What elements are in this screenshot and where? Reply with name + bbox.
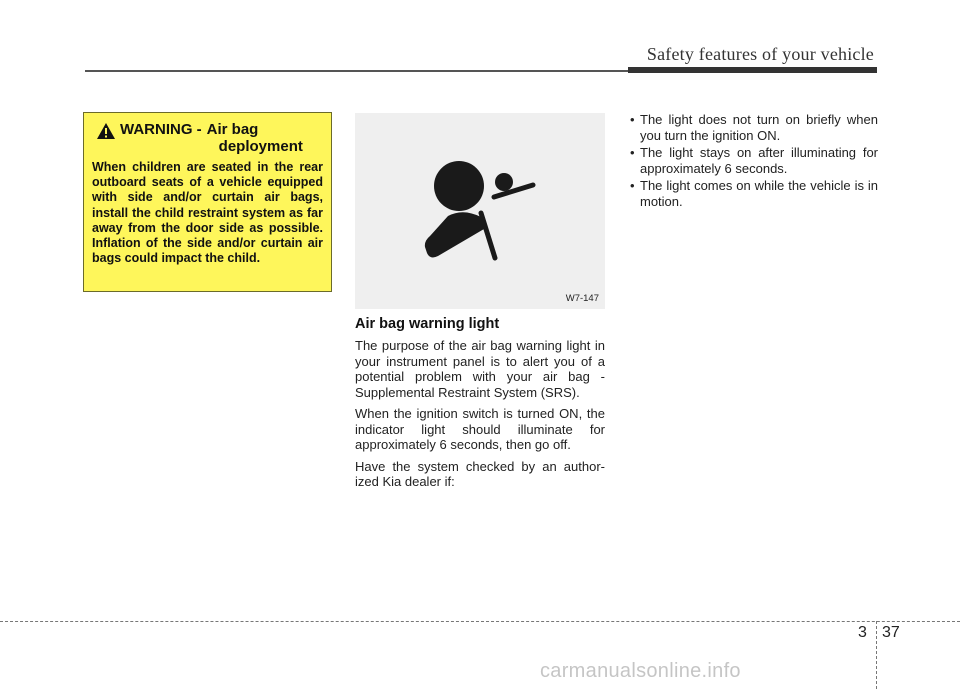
paragraph: Have the system checked by an author-ized Kia dealer if: <box>355 458 605 489</box>
main-column <box>355 316 605 496</box>
bullet-item <box>626 178 878 209</box>
warning-topic-line2: deployment <box>218 138 303 155</box>
warning-body: When children are seated in the rear outboard seats of a vehicle equipped with side and/or curtain air bags, install the child restraint system as far away from the door side as possible. Inflation of the side and/or curtain air bags could impact the child. <box>92 160 323 266</box>
page-header-title: Safety features of your vehicle <box>646 44 874 64</box>
bullet-item <box>626 145 878 176</box>
warning-box <box>83 112 332 292</box>
bullet-item <box>626 112 878 143</box>
paragraph: The purpose of the air bag warning light in your instrument panel is to alert you of a potential problem with your air bag - Supplemental Restraint System (SRS). <box>355 338 605 400</box>
section-heading: Air bag warning light <box>355 316 500 332</box>
bullet-dot: • <box>630 178 635 193</box>
watermark: carmanualsonline.info <box>540 660 741 682</box>
warning-topic <box>207 121 303 155</box>
chapter-number: 3 <box>858 624 867 641</box>
warning-triangle-icon <box>96 122 116 140</box>
paragraph: When the ignition switch is turned ON, the indicator light should illuminate for approximately 6 seconds, then go off. <box>355 406 605 452</box>
footer-divider <box>876 621 877 689</box>
bullet-dot: • <box>630 145 635 160</box>
bullet-text: The light stays on after illuminating for approximately 6 seconds. <box>640 145 878 176</box>
bullet-text: The light comes on while the vehicle is in motion. <box>640 178 878 209</box>
bullet-list <box>626 112 878 211</box>
warning-topic-line1: Air bag <box>206 121 259 138</box>
footer-rule <box>0 621 960 622</box>
warning-label: WARNING - <box>120 121 202 138</box>
airbag-figure <box>355 113 605 309</box>
figure-code: W7-147 <box>565 293 599 304</box>
airbag-warning-icon <box>355 113 605 309</box>
bullet-text: The light does not turn on briefly when you turn the ignition ON. <box>640 112 878 143</box>
bullet-dot: • <box>630 112 635 127</box>
page-number: 37 <box>882 624 900 641</box>
header-rule-accent <box>628 67 877 73</box>
warning-heading <box>96 121 323 155</box>
